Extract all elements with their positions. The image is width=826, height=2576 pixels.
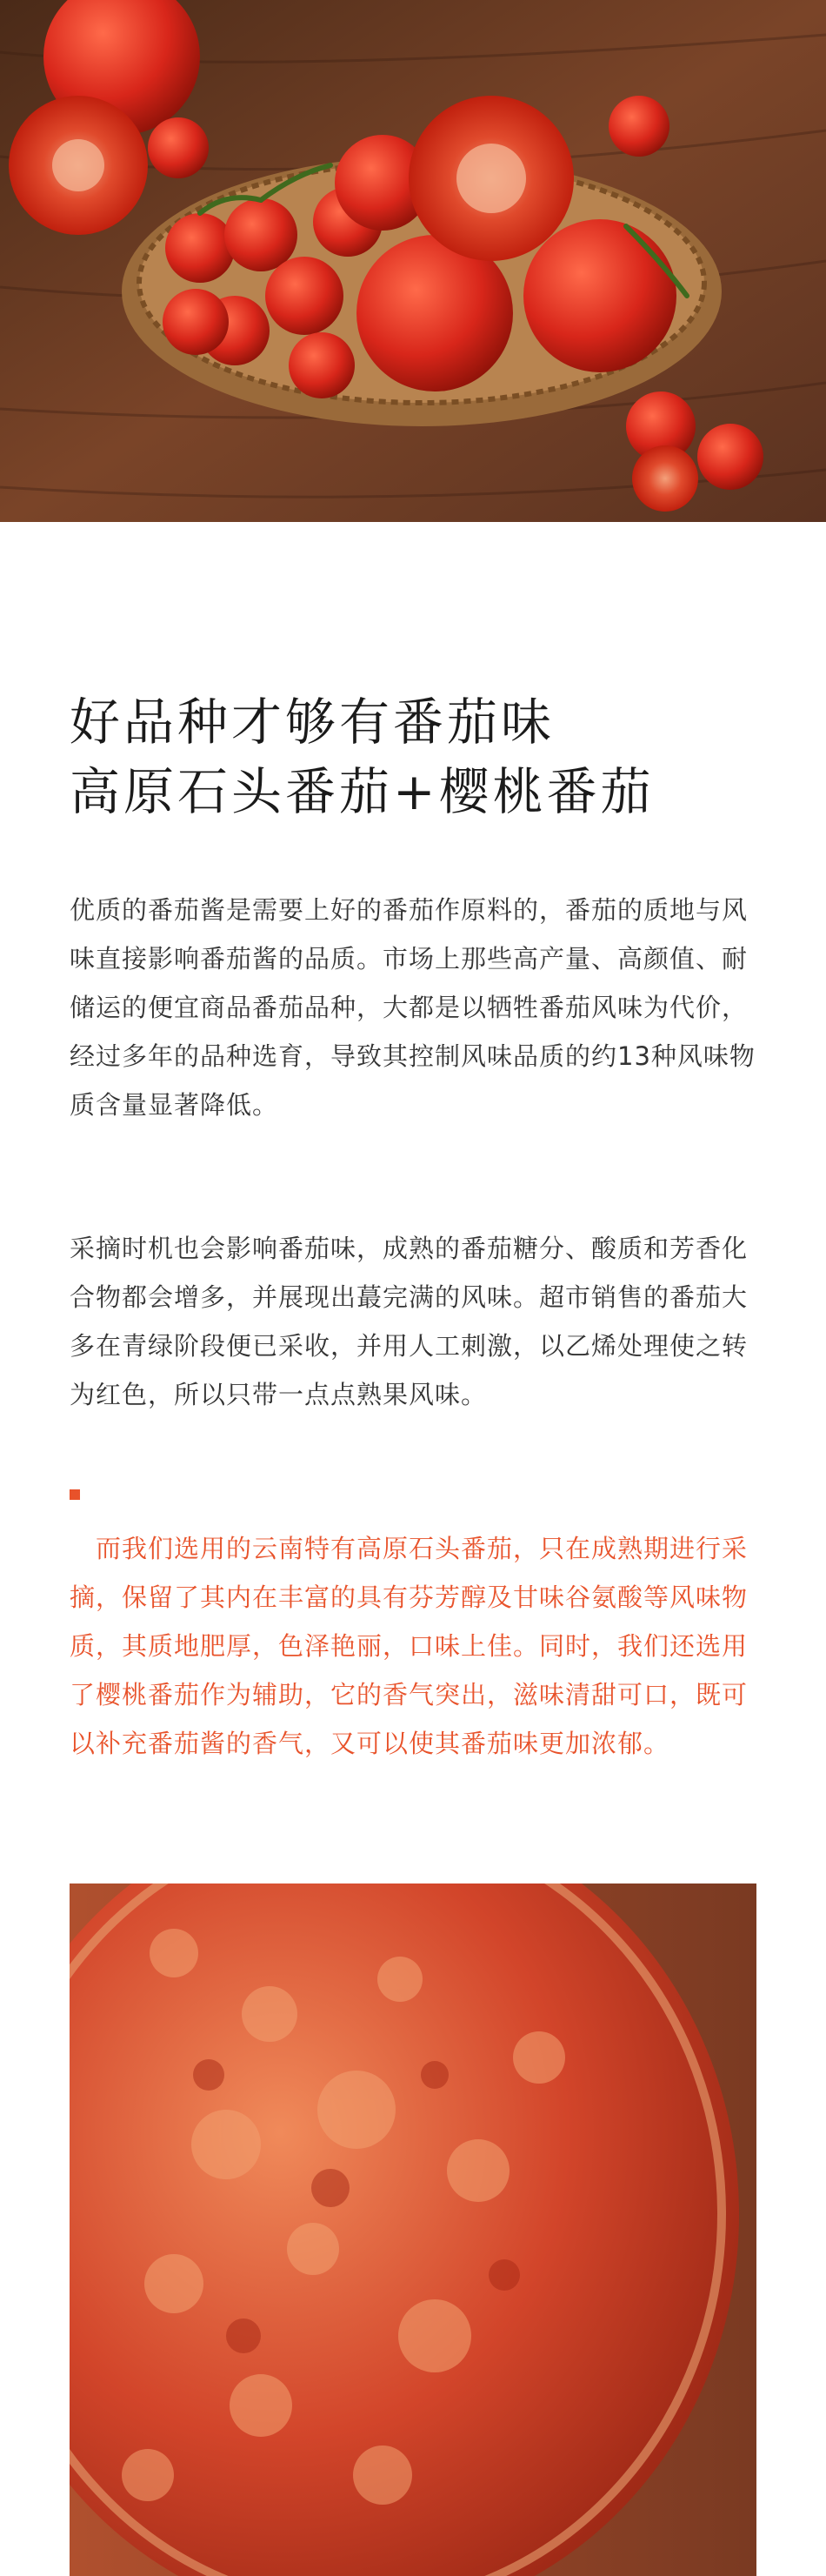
paragraph-quality: 优质的番茄酱是需要上好的番茄作原料的，番茄的质地与风味直接影响番茄酱的品质。市场上那些高产量、高颜值、耐储运的便宜商品番茄品种，大都是以牺牲番茄风味为代价，经过多年的品种选育，导致其控制风味品质的约13种风味物质含量显著降低。 [70, 895, 756, 1120]
title-line-1: 好品种才够有番茄味 [70, 693, 556, 752]
hero-tomato-image [0, 0, 826, 522]
section-title [70, 687, 783, 826]
accent-marker [70, 1489, 80, 1500]
title-line-2: 高原石头番茄+樱桃番茄 [70, 762, 655, 821]
paragraph-harvest: 采摘时机也会影响番茄味，成熟的番茄糖分、酸质和芳香化合物都会增多，并展现出蕞完满的风味。超市销售的番茄大多在青绿阶段便已采收，并用人工刺激，以乙烯处理使之转为红色，所以只带一点点熟果风味。 [70, 1234, 749, 1409]
tomato-sauce-image [70, 1883, 756, 2576]
paragraph-our-choice: 而我们选用的云南特有高原石头番茄，只在成熟期进行采摘，保留了其内在丰富的具有芬芳醇及甘味谷氨酸等风味物质，其质地肥厚，色泽艳丽，口味上佳。同时，我们还选用了樱桃番茄作为辅助，它的香气突出，滋味清甜可口，既可以补充番茄酱的香气，又可以使其番茄味更加浓郁。 [70, 1534, 749, 1758]
